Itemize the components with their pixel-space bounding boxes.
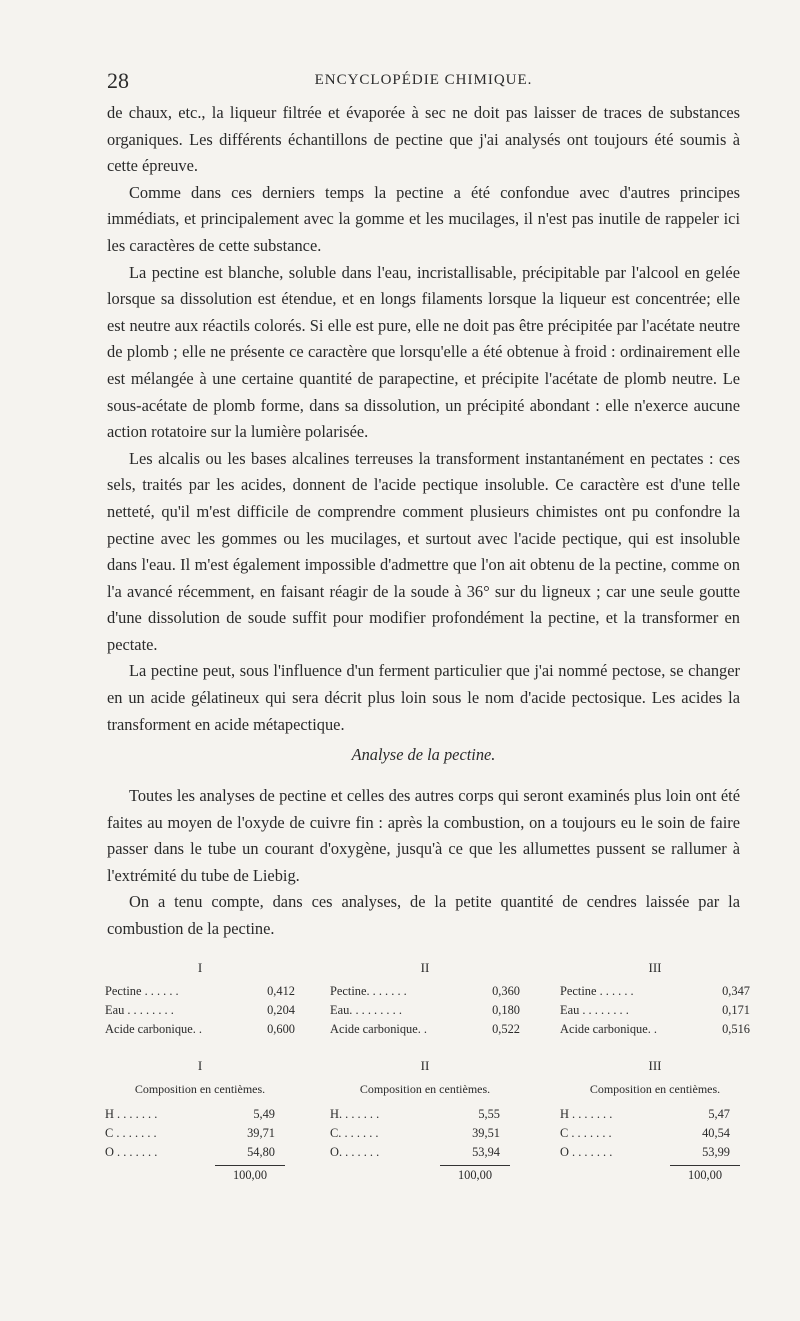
table-row (560, 982, 750, 1001)
body-text (107, 100, 740, 738)
row-value: 0,171 (722, 1003, 750, 1017)
table-row (560, 1124, 730, 1143)
table-row (560, 1105, 730, 1124)
total-rule (215, 1165, 285, 1166)
total-rule (670, 1165, 740, 1166)
table-row (105, 1105, 275, 1124)
table-row (105, 1143, 275, 1162)
paragraph: Toutes les analyses de pectine et celles des autres corps qui seront examinés plus loin ont été faites au moyen de l'oxyde de cuivre fin : après la combustion, on a toujours eu le soin de faire passer dans le tube un courant d'oxygène, jusqu'à ce que les allumettes pussent se rallumer à l'extrémité du tube de Liebig. (107, 786, 740, 885)
row-label: O . . . . . . . (105, 1145, 158, 1159)
row-label: Pectine . . . . . . (560, 984, 634, 998)
row-value: 53,99 (702, 1145, 730, 1159)
table-numeral: I (197, 1058, 203, 1073)
row-label: Acide carbonique. . (560, 1022, 658, 1036)
table-numeral: II (420, 1058, 430, 1073)
table-numeral: I (197, 960, 203, 975)
row-value: 0,412 (267, 984, 295, 998)
table-row (105, 1020, 295, 1039)
row-label: Acide carbonique. . (330, 1022, 428, 1036)
row-value: 39,51 (472, 1126, 500, 1140)
row-label: C . . . . . . . (105, 1126, 157, 1140)
table-total: 100,00 (232, 1168, 268, 1182)
page-header (107, 68, 740, 94)
table-total: 100,00 (457, 1168, 493, 1182)
paragraph: Comme dans ces derniers temps la pectine a été confondue avec d'autres principes immédiats, et principalement avec la gomme et les mucilages, il n'est pas inutile de rappeler ici les caractères de cette substance. (107, 182, 740, 255)
row-value: 0,347 (722, 984, 750, 998)
row-value: 5,47 (708, 1107, 730, 1121)
row-label: C. . . . . . . (330, 1126, 379, 1140)
paragraph: On a tenu compte, dans ces analyses, de la petite quantité de cendres laissée par la combustion de la pectine. (107, 892, 740, 938)
table-row (105, 982, 295, 1001)
row-value: 0,360 (492, 984, 520, 998)
table-row (330, 982, 520, 1001)
row-label: Acide carbonique. . (105, 1022, 203, 1036)
section-subhead: Analyse de la pectine. (351, 745, 496, 764)
row-value: 5,55 (478, 1107, 500, 1121)
table-row (330, 1143, 500, 1162)
row-value: 0,204 (267, 1003, 295, 1017)
table-row (330, 1105, 500, 1124)
table-numeral: II (420, 960, 430, 975)
row-value: 40,54 (702, 1126, 730, 1140)
table-numeral: III (648, 1058, 662, 1073)
page-number: 28 (107, 68, 129, 93)
table-caption: Composition en centièmes. (134, 1082, 266, 1096)
row-label: H . . . . . . . (105, 1107, 158, 1121)
paragraph: La pectine est blanche, soluble dans l'eau, incristallisable, précipitable par l'alcool en gelée lorsque sa dissolution est étendue, et en longs filaments lorsque la liqueur est concentrée; elle est neutre aux réactils colorés. Si elle est pure, elle ne doit pas être précipitée par l'acétate neutre de plomb ; elle ne présente ce caractère que lorsqu'elle a été obtenue à froid : ordinairement elle est mélangée à une certaine quantité de parapectine, et précipite l'acétate de plomb neutre. Le sous-acétate de plomb forme, dans sa dissolution, un précipité abondant : elle n'exerce aucune action rotatoire sur la lumière polarisée. (107, 262, 740, 442)
analysis-text (107, 783, 740, 943)
row-value: 54,80 (247, 1145, 275, 1159)
row-label: O . . . . . . . (560, 1145, 613, 1159)
total-rule (440, 1165, 510, 1166)
table-row (105, 1001, 295, 1020)
row-value: 53,94 (472, 1145, 500, 1159)
row-label: O. . . . . . . (330, 1145, 380, 1159)
row-label: Eau . . . . . . . . (105, 1003, 174, 1017)
paragraph: Les alcalis ou les bases alcalines terreuses la transforment instantanément en pectates : ces sels, traités par les acides, donnent de l'acide pectique insoluble. Ce caractère est d'une telle netteté, qu'il m'est difficile de comprendre comment plusieurs chimistes ont pu confondre la pectine avec les gommes ou les mucilages, et surtout avec l'acide pectique, qui est insoluble dans l'eau. Il m'est également impossible d'admettre que l'on ait obtenu de la pectine, comme on l'a avancé récemment, en faisant réagir de la soude à 36° sur du ligneux ; car une seule goutte d'une dissolution de soude suffit pour modifier profondément la pectine, et la transformer en pectate. (107, 448, 740, 654)
row-value: 5,49 (253, 1107, 275, 1121)
row-label: H . . . . . . . (560, 1107, 613, 1121)
table-row (330, 1001, 520, 1020)
row-value: 0,516 (722, 1022, 750, 1036)
table-row (560, 1001, 750, 1020)
table-numeral: III (648, 960, 662, 975)
row-value: 0,180 (492, 1003, 520, 1017)
row-label: H. . . . . . . (330, 1107, 380, 1121)
running-head: ENCYCLOPÉDIE CHIMIQUE. (314, 72, 533, 88)
paragraph: La pectine peut, sous l'influence d'un ferment particulier que j'ai nommé pectose, se changer en un acide gélatineux qui sera décrit plus loin sous le nom d'acide pectosique. Les acides la transforment en acide métapectique. (107, 661, 740, 734)
table-row (560, 1020, 750, 1039)
raw-results (105, 960, 750, 1060)
paragraph: de chaux, etc., la liqueur filtrée et évaporée à sec ne doit pas laisser de traces de substances organiques. Les différents échantillons de pectine que j'ai analysés ont toujours été soumis à cette épreuve. (107, 103, 740, 176)
row-label: Eau . . . . . . . . (560, 1003, 629, 1017)
row-label: C . . . . . . . (560, 1126, 612, 1140)
table-row (105, 1124, 275, 1143)
table-row (560, 1143, 730, 1162)
table-total: 100,00 (687, 1168, 723, 1182)
table-row (330, 1124, 500, 1143)
row-label: Eau. . . . . . . . . (330, 1003, 402, 1017)
table-row (330, 1020, 520, 1039)
table-caption: Composition en centièmes. (359, 1082, 491, 1096)
row-label: Pectine . . . . . . (105, 984, 179, 998)
row-label: Pectine. . . . . . . (330, 984, 407, 998)
row-value: 0,600 (267, 1022, 295, 1036)
composition-results (105, 1058, 745, 1208)
row-value: 0,522 (492, 1022, 520, 1036)
row-value: 39,71 (247, 1126, 275, 1140)
table-caption: Composition en centièmes. (589, 1082, 721, 1096)
